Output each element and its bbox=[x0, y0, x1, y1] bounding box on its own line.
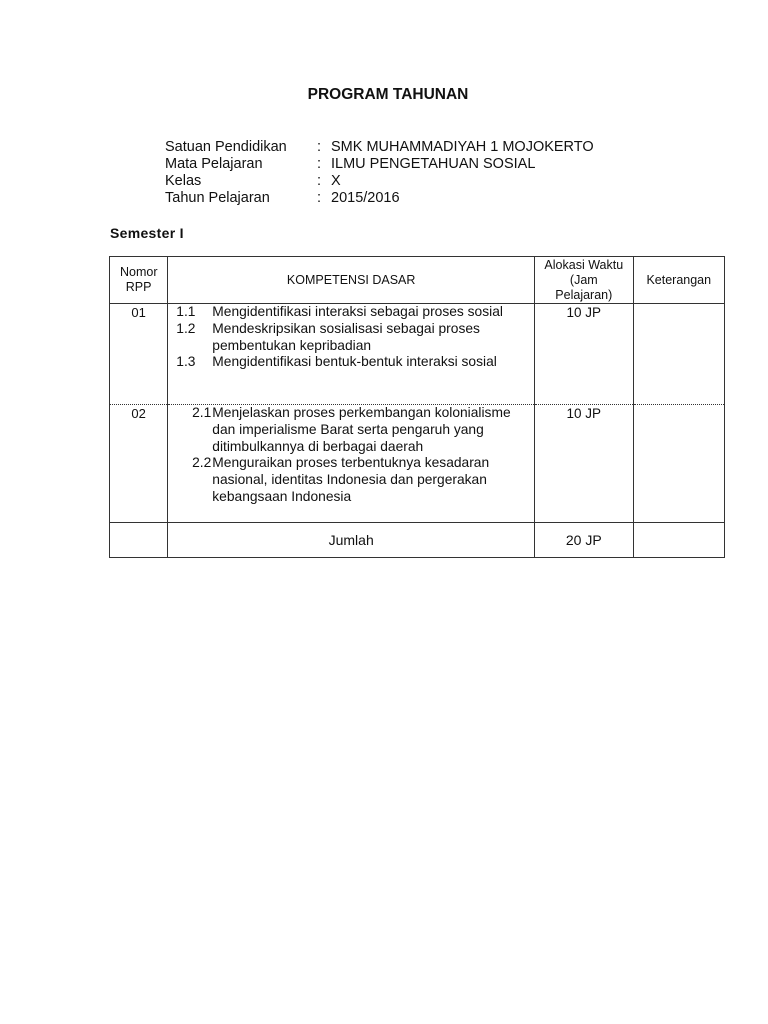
cell-keterangan bbox=[633, 405, 724, 523]
info-row-satuan bbox=[165, 139, 594, 156]
info-value: 2015/2016 bbox=[331, 190, 400, 206]
info-label: Tahun Pelajaran bbox=[165, 190, 270, 206]
header-nomor: Nomor RPP bbox=[110, 257, 168, 304]
cell-nomor: 01 bbox=[110, 304, 168, 405]
kd-text: Menjelaskan proses perkembangan kolonialisme dan imperialisme Barat serta pengaruh yang ditimbulkannya di berbagai daerah bbox=[212, 405, 511, 454]
table-row bbox=[110, 304, 725, 405]
total-row bbox=[110, 523, 725, 558]
cell-nomor: 02 bbox=[110, 405, 168, 523]
kd-number: 1.1 bbox=[176, 304, 196, 319]
cell-empty bbox=[110, 523, 168, 558]
info-colon: : bbox=[317, 173, 322, 189]
info-value: SMK MUHAMMADIYAH 1 MOJOKERTO bbox=[331, 139, 594, 155]
cell-kd bbox=[168, 304, 535, 405]
kd-item bbox=[168, 354, 534, 371]
kd-item bbox=[168, 405, 534, 455]
info-row-tahun bbox=[165, 190, 594, 207]
cell-alokasi: 10 JP bbox=[535, 304, 633, 405]
kd-text: Mendeskripsikan sosialisasi sebagai proses pembentukan kepribadian bbox=[212, 320, 480, 353]
header-kd: KOMPETENSI DASAR bbox=[168, 257, 535, 304]
header-alokasi: Alokasi Waktu (Jam Pelajaran) bbox=[535, 257, 633, 304]
semester-heading: Semester I bbox=[110, 225, 184, 241]
info-block bbox=[165, 139, 594, 207]
info-value: ILMU PENGETAHUAN SOSIAL bbox=[331, 156, 536, 172]
cell-empty bbox=[633, 523, 724, 558]
table-header-row bbox=[110, 257, 725, 304]
total-label: Jumlah bbox=[168, 523, 535, 558]
kd-text: Mengidentifikasi bentuk-bentuk interaksi sosial bbox=[212, 354, 497, 370]
info-colon: : bbox=[317, 139, 322, 155]
page-title: PROGRAM TAHUNAN bbox=[307, 86, 469, 103]
info-row-kelas bbox=[165, 173, 594, 190]
cell-alokasi: 10 JP bbox=[535, 405, 633, 523]
program-table bbox=[109, 256, 725, 558]
cell-keterangan bbox=[633, 304, 724, 405]
header-keterangan: Keterangan bbox=[633, 257, 724, 304]
kd-number: 1.3 bbox=[176, 354, 196, 370]
table-row bbox=[110, 405, 725, 523]
kd-text: Menguraikan proses terbentuknya kesadaran nasional, identitas Indonesia dan pergerakan kebangsaan Indonesia bbox=[212, 455, 490, 504]
info-label: Satuan Pendidikan bbox=[165, 139, 287, 155]
info-label: Kelas bbox=[165, 173, 202, 189]
kd-text: Mengidentifikasi interaksi sebagai proses sosial bbox=[212, 304, 503, 319]
kd-item bbox=[168, 455, 534, 505]
kd-item bbox=[168, 321, 534, 355]
kd-number: 1.2 bbox=[176, 320, 196, 336]
info-colon: : bbox=[317, 190, 322, 206]
info-label: Mata Pelajaran bbox=[165, 156, 263, 172]
kd-item bbox=[168, 304, 534, 321]
info-value: X bbox=[331, 173, 341, 189]
total-value: 20 JP bbox=[535, 523, 633, 558]
kd-number: 2.2 bbox=[192, 455, 212, 471]
info-colon: : bbox=[317, 156, 322, 172]
info-row-mapel bbox=[165, 156, 594, 173]
kd-number: 2.1 bbox=[192, 405, 212, 420]
cell-kd bbox=[168, 405, 535, 523]
